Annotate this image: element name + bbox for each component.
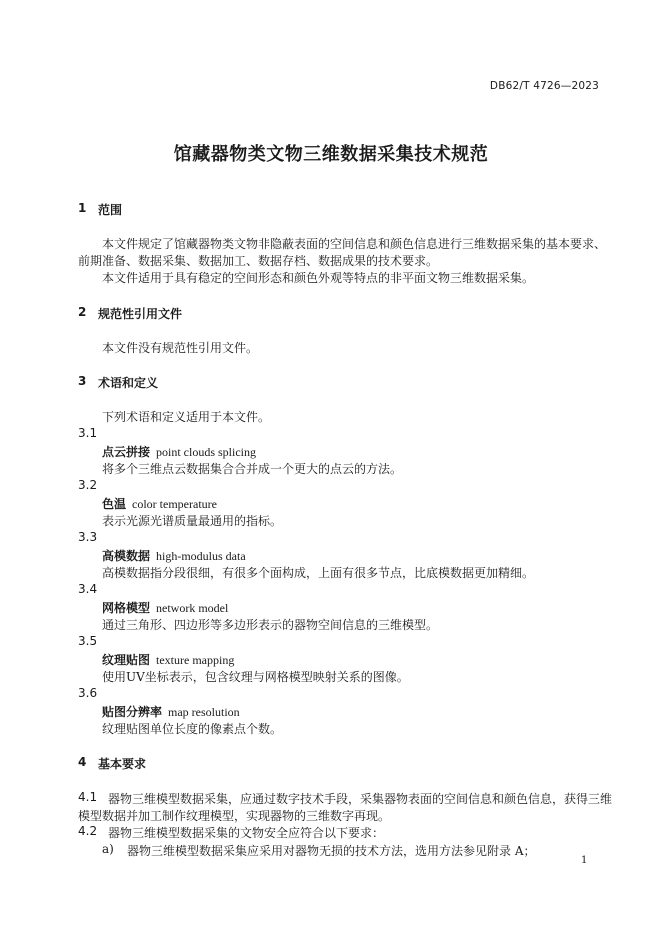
term-title	[102, 703, 240, 720]
term-title	[102, 651, 234, 668]
section-1-heading: 范围	[98, 203, 123, 217]
section-1-paragraph-1-line-2: 前期准备、数据采集、数据加工、数据存档、数据成果的技术要求。	[78, 254, 439, 268]
clause-4-2-text: 器物三维模型数据采集的文物安全应符合以下要求：	[108, 826, 385, 840]
term-en: texture mapping	[156, 653, 235, 667]
list-item-a-label: a)	[102, 842, 114, 856]
term-en: network model	[156, 601, 229, 615]
term-zh: 贴图分辨率	[102, 705, 163, 719]
term-zh: 高模数据	[102, 549, 151, 563]
term-number: 3.4	[78, 582, 98, 596]
term-number: 3.3	[78, 530, 98, 544]
term-en: color temperature	[132, 497, 217, 511]
section-4-number: 4	[78, 755, 87, 769]
term-title	[102, 547, 246, 564]
section-4-heading: 基本要求	[98, 757, 147, 771]
term-title	[102, 599, 228, 616]
term-definition: 通过三角形、四边形等多边形表示的器物空间信息的三维模型。	[102, 618, 439, 632]
term-zh: 点云拼接	[102, 445, 151, 459]
term-definition: 表示光源光谱质量最通用的指标。	[102, 514, 283, 528]
term-definition: 使用UV坐标表示，包含纹理与网格模型映射关系的图像。	[102, 670, 409, 684]
section-3-heading: 术语和定义	[98, 376, 159, 390]
term-zh: 纹理贴图	[102, 653, 151, 667]
term-zh: 网格模型	[102, 601, 151, 615]
term-number: 3.2	[78, 478, 98, 492]
section-2-paragraph: 本文件没有规范性引用文件。	[102, 341, 259, 355]
list-item-a-text: 器物三维模型数据采集应采用对器物无损的技术方法，选用方法参见附录 A；	[127, 844, 536, 858]
section-3-number: 3	[78, 374, 87, 388]
term-number: 3.5	[78, 634, 98, 648]
document-code: DB62/T 4726—2023	[489, 80, 599, 92]
clause-4-2-number: 4.2	[78, 824, 98, 838]
term-en: point clouds splicing	[156, 445, 257, 459]
section-1-paragraph-1-line-1: 本文件规定了馆藏器物类文物非隐蔽表面的空间信息和颜色信息进行三维数据采集的基本要求、	[102, 237, 607, 251]
clause-4-1-line-1: 器物三维模型数据采集，应通过数字技术手段，采集器物表面的空间信息和颜色信息，获得三维	[108, 792, 613, 806]
term-en: map resolution	[168, 705, 240, 719]
term-definition: 高模数据指分段很细，有很多个面构成，上面有很多节点，比底模数据更加精细。	[102, 566, 535, 580]
term-definition: 将多个三维点云数据集合合并成一个更大的点云的方法。	[102, 462, 403, 476]
term-definition: 纹理贴图单位长度的像素点个数。	[102, 722, 283, 736]
section-2-heading: 规范性引用文件	[98, 307, 183, 321]
section-3-intro: 下列术语和定义适用于本文件。	[102, 410, 271, 424]
term-title	[102, 495, 217, 512]
term-zh: 色温	[102, 497, 127, 511]
clause-4-1-line-2: 模型数据并加工制作纹理模型，实现器物的三维数字再现。	[78, 809, 391, 823]
term-title	[102, 443, 256, 460]
section-2-number: 2	[78, 305, 87, 319]
document-title: 馆藏器物类文物三维数据采集技术规范	[173, 144, 489, 165]
term-en: high-modulus data	[156, 549, 246, 563]
term-number: 3.1	[78, 426, 98, 440]
clause-4-1-number: 4.1	[78, 790, 98, 804]
section-1-paragraph-2: 本文件适用于具有稳定的空间形态和颜色外观等特点的非平面文物三维数据采集。	[102, 271, 535, 285]
term-number: 3.6	[78, 686, 98, 700]
page-number: 1	[581, 855, 588, 866]
section-1-number: 1	[78, 201, 87, 215]
